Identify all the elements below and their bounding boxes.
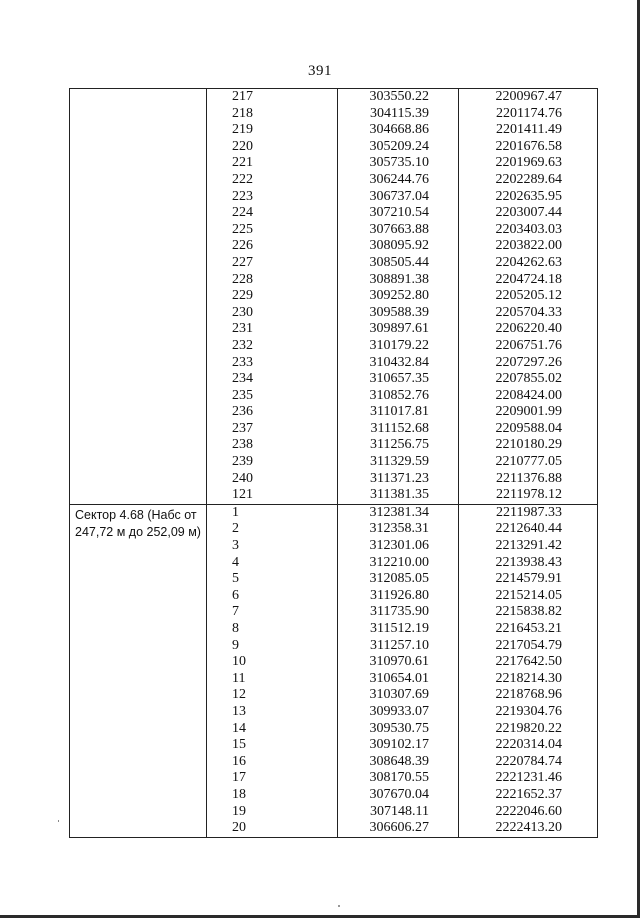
x-coordinate: 306244.76: [369, 171, 429, 187]
x-coordinate: 311926.80: [370, 587, 429, 603]
point-number: 16: [232, 753, 246, 769]
y-coordinate: 2201174.76: [496, 105, 562, 121]
point-number-column: [207, 89, 338, 505]
point-number: 19: [232, 803, 246, 819]
x-coordinate: 308095.92: [369, 238, 429, 254]
y-coordinate: 2218214.30: [495, 670, 562, 686]
y-coordinate: 2206220.40: [495, 321, 562, 337]
point-number: 219: [232, 122, 253, 138]
point-number: 220: [232, 138, 253, 154]
scan-speck: [58, 820, 59, 822]
y-coordinate: 2206751.76: [495, 337, 562, 353]
y-coordinate: 2213938.43: [495, 554, 562, 570]
y-coordinate: 2212640.44: [495, 521, 562, 537]
y-coordinate: 2203007.44: [495, 205, 562, 221]
y-coordinate: 2202289.64: [495, 171, 562, 187]
point-number: 239: [232, 454, 253, 470]
point-number: 225: [232, 221, 253, 237]
y-coordinate-column: [459, 89, 598, 505]
x-coordinate: 311257.10: [370, 637, 429, 653]
point-number: 13: [232, 703, 246, 719]
y-coordinate: 2208424.00: [495, 387, 562, 403]
point-number: 217: [232, 89, 253, 104]
point-number: 226: [232, 238, 253, 254]
x-coordinate: 309933.07: [369, 703, 429, 719]
y-coordinate: 2205704.33: [495, 304, 562, 320]
y-coordinate: 2207297.26: [495, 354, 562, 370]
y-coordinate: 2201969.63: [495, 155, 562, 171]
x-coordinate: 309588.39: [369, 304, 429, 320]
sector-group: [70, 89, 598, 505]
x-coordinate: 304115.39: [370, 105, 429, 121]
x-coordinate: 310307.69: [369, 687, 429, 703]
x-coordinate: 309102.17: [369, 737, 429, 753]
x-coordinate: 306606.27: [369, 820, 429, 836]
point-number: 8: [232, 621, 239, 636]
point-number: 15: [232, 737, 246, 753]
y-coordinate: 2210777.05: [495, 454, 562, 470]
y-coordinate-column: [459, 504, 598, 837]
x-coordinate: 305209.24: [369, 138, 429, 154]
point-number: 237: [232, 420, 253, 436]
x-coordinate: 310432.84: [369, 354, 429, 370]
point-number: 233: [232, 354, 253, 370]
y-coordinate: 2221231.46: [495, 770, 562, 786]
point-number: 227: [232, 254, 253, 270]
y-coordinate: 2200967.47: [495, 89, 562, 104]
x-coordinate: 311152.68: [370, 420, 429, 436]
x-coordinate: 304668.86: [369, 122, 429, 138]
y-coordinate: 2211978.12: [496, 487, 562, 503]
point-number-column: [207, 504, 338, 837]
x-coordinate: 311512.19: [370, 621, 429, 636]
x-coordinate: 312085.05: [369, 571, 429, 587]
point-number: 4: [232, 554, 239, 570]
x-coordinate: 312210.00: [369, 554, 429, 570]
x-coordinate-column: [338, 504, 459, 837]
sector-label: Сектор 4.68 (Набс от 247,72 м до 252,09 м): [70, 504, 207, 837]
y-coordinate: 2209001.99: [495, 404, 562, 420]
point-number: 222: [232, 171, 253, 187]
sector-label: [70, 89, 207, 505]
point-number: 224: [232, 205, 253, 221]
x-coordinate: 308170.55: [369, 770, 429, 786]
point-number: 18: [232, 786, 246, 802]
y-coordinate: 2214579.91: [495, 571, 562, 587]
x-coordinate: 310970.61: [369, 654, 429, 670]
x-coordinate: 308648.39: [369, 753, 429, 769]
y-coordinate: 2213291.42: [495, 538, 562, 554]
coordinate-table: [69, 88, 598, 838]
x-coordinate: 311256.75: [370, 437, 429, 453]
point-number: 17: [232, 770, 246, 786]
point-number: 2: [232, 521, 239, 537]
x-coordinate: 305735.10: [369, 155, 429, 171]
x-coordinate: 306737.04: [369, 188, 429, 204]
y-coordinate: 2222046.60: [495, 803, 562, 819]
y-coordinate: 2215214.05: [495, 587, 562, 603]
x-coordinate: 311017.81: [370, 404, 429, 420]
y-coordinate: 2202635.95: [495, 188, 562, 204]
y-coordinate: 2215838.82: [495, 604, 562, 620]
y-coordinate: 2218768.96: [495, 687, 562, 703]
point-number: 9: [232, 637, 239, 653]
x-coordinate: 308891.38: [369, 271, 429, 287]
y-coordinate: 2219820.22: [495, 720, 562, 736]
y-coordinate: 2216453.21: [495, 621, 562, 636]
x-coordinate: 307663.88: [369, 221, 429, 237]
point-number: 6: [232, 587, 239, 603]
x-coordinate: 312301.06: [369, 538, 429, 554]
x-coordinate: 307670.04: [369, 786, 429, 802]
point-number: 121: [232, 487, 253, 503]
coordinate-table-body: [70, 89, 598, 838]
y-coordinate: 2210180.29: [495, 437, 562, 453]
x-coordinate: 309530.75: [369, 720, 429, 736]
point-number: 223: [232, 188, 253, 204]
y-coordinate: 2207855.02: [495, 371, 562, 387]
point-number: 14: [232, 720, 246, 736]
y-coordinate: 2211376.88: [496, 470, 562, 486]
y-coordinate: 2220314.04: [495, 737, 562, 753]
y-coordinate: 2217642.50: [495, 654, 562, 670]
y-coordinate: 2205205.12: [495, 288, 562, 304]
y-coordinate: 2217054.79: [495, 637, 562, 653]
x-coordinate-column: [338, 89, 459, 505]
point-number: 12: [232, 687, 246, 703]
point-number: 11: [232, 670, 246, 686]
scan-speck: [338, 905, 340, 907]
x-coordinate: 311371.23: [370, 470, 429, 486]
x-coordinate: 308505.44: [369, 254, 429, 270]
x-coordinate: 307210.54: [369, 205, 429, 221]
point-number: 10: [232, 654, 246, 670]
y-coordinate: 2221652.37: [495, 786, 562, 802]
x-coordinate: 303550.22: [369, 89, 429, 104]
x-coordinate: 309252.80: [369, 288, 429, 304]
x-coordinate: 310852.76: [369, 387, 429, 403]
y-coordinate: 2201411.49: [496, 122, 562, 138]
point-number: 3: [232, 538, 239, 554]
x-coordinate: 310179.22: [369, 337, 429, 353]
point-number: 5: [232, 571, 239, 587]
x-coordinate: 312381.34: [369, 504, 429, 520]
point-number: 221: [232, 155, 253, 171]
x-coordinate: 307148.11: [370, 803, 429, 819]
x-coordinate: 311381.35: [370, 487, 429, 503]
point-number: 1: [232, 504, 239, 520]
sector-group: [70, 504, 598, 837]
y-coordinate: 2222413.20: [495, 820, 562, 836]
point-number: 235: [232, 387, 253, 403]
x-coordinate: 311735.90: [370, 604, 429, 620]
y-coordinate: 2204724.18: [495, 271, 562, 287]
x-coordinate: 311329.59: [370, 454, 429, 470]
point-number: 232: [232, 337, 253, 353]
x-coordinate: 310654.01: [369, 670, 429, 686]
y-coordinate: 2201676.58: [495, 138, 562, 154]
y-coordinate: 2219304.76: [495, 703, 562, 719]
y-coordinate: 2203822.00: [495, 238, 562, 254]
point-number: 240: [232, 470, 253, 486]
page-number: 391: [308, 63, 332, 79]
y-coordinate: 2203403.03: [495, 221, 562, 237]
y-coordinate: 2211987.33: [496, 504, 562, 520]
x-coordinate: 312358.31: [369, 521, 429, 537]
point-number: 229: [232, 288, 253, 304]
point-number: 228: [232, 271, 253, 287]
x-coordinate: 309897.61: [369, 321, 429, 337]
point-number: 20: [232, 820, 246, 836]
point-number: 231: [232, 321, 253, 337]
point-number: 218: [232, 105, 253, 121]
y-coordinate: 2209588.04: [495, 420, 562, 436]
point-number: 238: [232, 437, 253, 453]
point-number: 236: [232, 404, 253, 420]
point-number: 7: [232, 604, 239, 620]
point-number: 234: [232, 371, 253, 387]
y-coordinate: 2220784.74: [495, 753, 562, 769]
point-number: 230: [232, 304, 253, 320]
x-coordinate: 310657.35: [369, 371, 429, 387]
y-coordinate: 2204262.63: [495, 254, 562, 270]
